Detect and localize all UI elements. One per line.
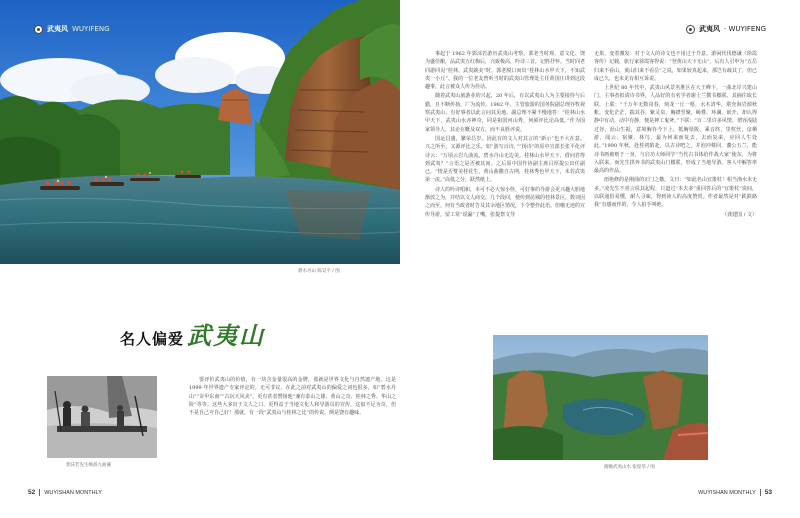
paragraph: 随着武夷山旅游业的兴起，20 年后，有以武夷山人为主要接待与后勤，且不断传扬，广为流传。1982 年，主管旅游的国务院副总理谷牧视察武夷山，有好事者以此言问其见地。副总理不紧不慢地答：“桂林山水甲天下，武夷山水亦神奇，同是祖国河山秀，何须评比论高低。”作为国家领导人，其论在概及双方，而不良胜评说。 — [425, 93, 585, 133]
page-number-left: 52 — [28, 489, 36, 496]
magazine-section-tag-right — [686, 24, 766, 34]
article-column-middle — [425, 50, 585, 220]
magazine-section-tag-left — [34, 24, 110, 34]
main-photo-river-cliffs — [0, 0, 400, 264]
author-signature: （龚建国 / 文） — [722, 211, 757, 218]
section-sub: · WUYIFENG — [724, 25, 766, 33]
main-photo-caption: 碧水丹山 陈昊平 / 图 — [298, 269, 340, 274]
article-column-left-bottom — [189, 376, 396, 418]
magazine-logo-icon — [686, 25, 695, 34]
paragraph: 无果，变着激发：对于文人的诗文也不用过于介意。游闲代伐德谦《徐霞客传》记载，旅行家徐霞客得说：“登黄山天下无山”，后有人引申为“五岳归来不看山，黄山归来不看岳”之说，如果较真起来，那岂有疏其了，但已成已久，也未见有相互诉说。 — [594, 51, 757, 82]
section-name: 武夷风 — [699, 25, 721, 33]
section-sub: WUYIFENG — [72, 25, 110, 33]
headline-name: 武夷山 — [187, 321, 266, 350]
magazine-name-right: WUYISHAN MONTHLY — [698, 489, 756, 496]
section-name: 武夷风 — [47, 25, 68, 33]
paragraph: 国运昌盛，繁荣昌岁。因此有的文人对其言的“新示”也不大在意。兴之所至，又源评比之乐。如“游写百诗，”“扬诗”的原中宣部长张平化评诗云：“万顷云岩九曲流，碧水丹山无边美。桂林山水甲天下，借问君得到武夷？”言语之是否被其间。之后原中国作协副主席吕厚提公出任副已，“情是否赞美桂花生，黄山曲撒自古网，桂林秀色甲天下，未若武夷第一流。”高低之分，跃然纸上。 — [425, 135, 585, 184]
footer-left — [28, 489, 102, 496]
page-number-right: 53 — [764, 489, 772, 496]
bw-photo-caption: 郭沫若先生畅游九曲溪 — [66, 463, 111, 468]
article-headline — [120, 316, 265, 351]
landscape-photo-caption: 俯瞰武夷山水 张煌华 / 图 — [604, 465, 655, 470]
paragraph: 上世纪 80 年代中，武夷山风景名胜区在大王峰下，一曲北岸兴建山门，主事者拟请诗书界，人品好的有名学者谢士兰撰书楹联。其摘往取长联，上联：“千万年无数岗春，刻龙一丘一壑，水木清华，堪充海岩源秋帐，变化茫茫，揣其谷，紫灵泉，胸襟竖聚，嶂叠、环澜、嵌开、却认得静中有动，动中有静，便是神工鬼斧。”下联：“百二里许多风情，谓容浅陆过谷，涯山生据，意境胸谷今下上，抵胸渠阪，乘音终，里枕丝，彦栖游，闻云、宿聚、林鸟，最为何来而复去。去而复来，应回人生处此。”1990 年秋，赴桂初陷赴，以古诗吧之，并泡冲蔡回，藩公五兰，能诗书画被则于一身，与启功大师同学“当代古书体给作战大家”使东，为将入联来，而先生拱奔书的武夷山门楹联，形成了当地导游。客人中解答率最高的作品。 — [594, 85, 757, 175]
bw-photo-guo-moruo-boat — [47, 376, 157, 458]
headline-prefix: 名人偏爱 — [120, 330, 185, 348]
footer-right — [698, 489, 772, 496]
landscape-photo-aerial-view — [493, 335, 708, 460]
paragraph: 要评价武夷山的价值，有一块含金量很高的金牌，那就是世界文化与自然遗产地。这是 1999 年世界遗产专家评定的。无可非议，在此之前对武夷山的偏爱之词也很多，如“碧水丹山”“奇甲东南”“古玩天风美”，更有甚者赞扬他“兼有泰山之雄、黄山之奇、桂林之秀、华山之险”等等。这些大多出于文人之口，更得益于当地文化人和导游员的宣传，这似不足为奇，但不是自己夸自己好！那就，有一段“武夷山与桂林之比”的传说，倒是饶有趣味。 — [189, 377, 396, 417]
article-column-right — [594, 50, 757, 220]
footer-divider — [760, 489, 761, 496]
paragraph: 事起于 1962 年郭沫若游历武夷山考察。郭老当时观、意文化、饶为盛佳酿，品武夷五红梅后，兴致极高，吟诗三首，记胜抒怀。当时同老同游同见“桂林、武夷孰美”时，郭老脱口而出“桂林山水甲天下，不知武夷一小丘”。我的一位老友曾听当时的武夷山管理处主任黄国庄讲到这段趣事，此言被众人传为佳话。 — [425, 51, 586, 91]
paragraph: 诗人的吟诗唱和，本可不必大惊小怪，可好事的导游会更兴趣大胆地渐放之为，并结以文人商交。几个段回，便传到昆城的桂林景区，数词因之而至。何有当政者时告及其余地区情况，下令整作此语。但哦无迹的宣传导游，留工常“说漏”了嘴，张提祭文导 — [425, 186, 586, 218]
paragraph: 雨艳修的是刚曲的正门之楹，文曰：“如此名山宜策杖！相当渔水未无多。”凌先生不喜言说其起程，只道过“本夫多”重回答后的“宜策杖”说间，以联通俗易懂，耐人寻味，得到读人的高度赞赏。作者最然是对“跌跌路我”有感而作的，令人拍手叫绝。 — [594, 177, 757, 209]
magazine-logo-icon — [34, 25, 43, 34]
magazine-name-left: WUYISHAN MONTHLY — [44, 489, 102, 496]
footer-divider — [39, 489, 40, 496]
